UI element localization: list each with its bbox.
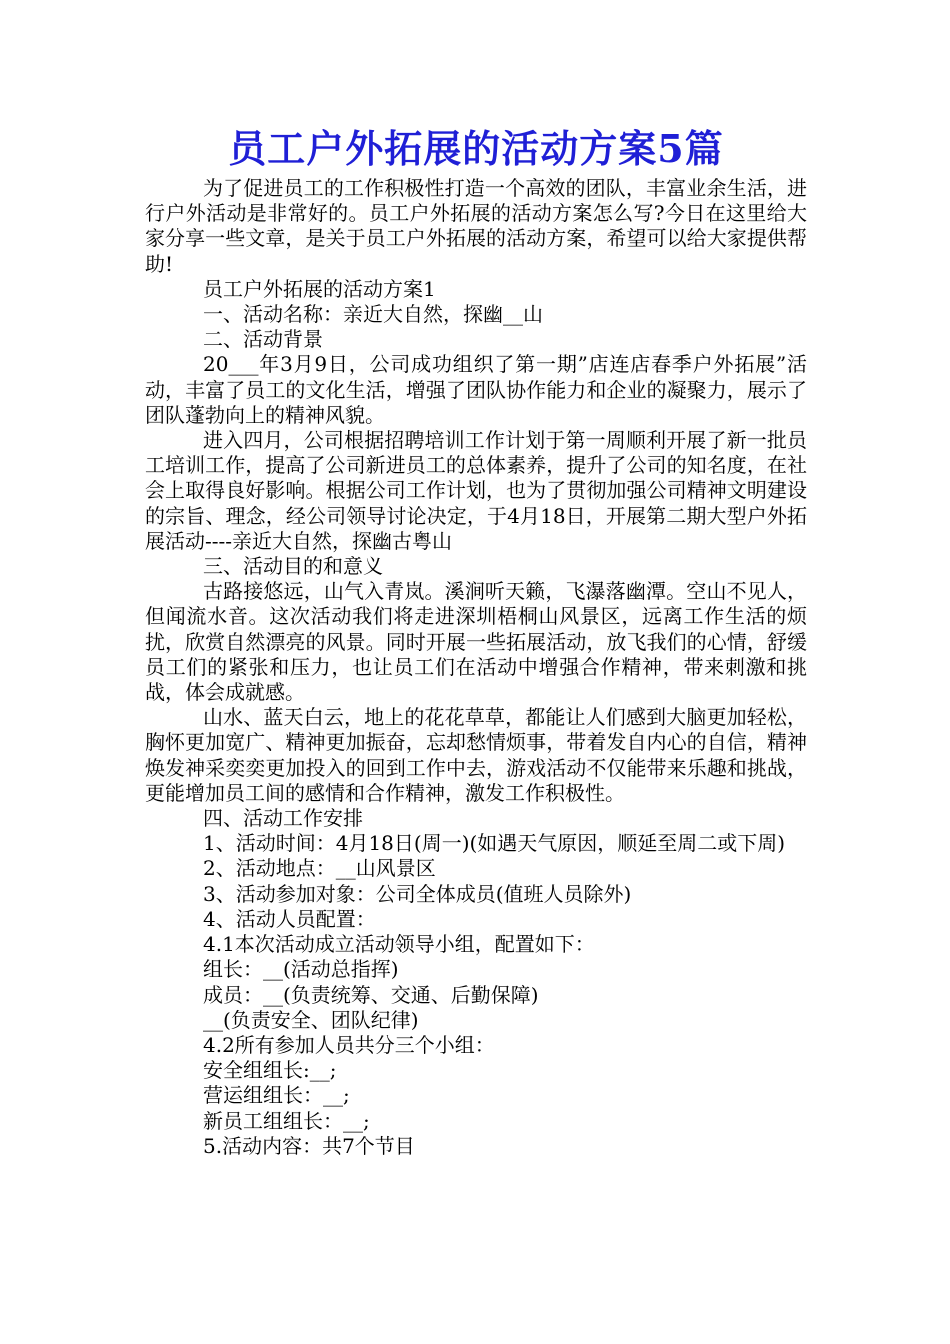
paragraph-section-3: 三、活动目的和意义 [203, 554, 383, 579]
paragraph-background-1: 20___年3月9日，公司成功组织了第一期”店连店春季户外拓展”活动，丰富了员工的文化生活，增强了团队协作能力和企业的凝聚力，展示了团队蓬勃向上的精神风貌。 [145, 352, 807, 427]
paragraph-operations-group: 营运组组长：__; [203, 1083, 350, 1108]
paragraph-section-4: 四、活动工作安排 [203, 806, 363, 831]
paragraph-purpose-2: 山水、蓝天白云，地上的花花草草，都能让人们感到大脑更加轻松，胸怀更加宽广、精神更加振奋，忘却愁情烦事，带着发自内心的自信，精神焕发神采奕奕更加投入的回到工作中去，游戏活动不仅能带来乐趣和挑战，更能增加员工间的感情和合作精神，激发工作积极性。 [145, 705, 807, 805]
document-page [145, 124, 807, 1159]
paragraph-intro: 为了促进员工的工作积极性打造一个高效的团队，丰富业余生活，进行户外活动是非常好的。员工户外拓展的活动方案怎么写?今日在这里给大家分享一些文章，是关于员工户外拓展的活动方案，希望可以给大家提供帮助! [145, 176, 807, 276]
paragraph-members: 成员：__(负责统筹、交通、后勤保障) [203, 982, 539, 1007]
paragraph-staffing: 4、活动人员配置： [203, 906, 376, 931]
paragraph-section-2: 二、活动背景 [203, 327, 323, 352]
paragraph-leader: 组长：__(活动总指挥) [203, 957, 399, 982]
document-title: 员工户外拓展的活动方案5篇 [228, 126, 724, 171]
paragraph-staffing-4-1: 4.1本次活动成立活动领导小组，配置如下： [203, 932, 595, 957]
paragraph-staffing-4-2: 4.2所有参加人员共分三个小组： [203, 1032, 495, 1057]
paragraph-section-1: 一、活动名称：亲近大自然，探幽__山 [203, 302, 543, 327]
paragraph-time: 1、活动时间：4月18日(周一)(如遇天气原因，顺延至周二或下周) [203, 831, 786, 856]
paragraph-plan-heading: 员工户外拓展的活动方案1 [203, 276, 436, 301]
paragraph-safety-group: 安全组组长:__; [203, 1058, 337, 1083]
paragraph-background-2: 进入四月，公司根据招聘培训工作计划于第一周顺利开展了新一批员工培训工作，提高了公司新进员工的总体素养，提升了公司的知名度，在社会上取得良好影响。根据公司工作计划，也为了贯彻加强公司精神文明建设的宗旨、理念，经公司领导讨论决定，于4月18日，开展第二期大型户外拓展活动----亲近大自然，探幽古粤山 [145, 428, 807, 553]
paragraph-safety-duty: __(负责安全、团队纪律) [203, 1007, 419, 1032]
paragraph-purpose-1: 古路接悠远，山气入青岚。溪涧听天籁，飞瀑落幽潭。空山不见人，但闻流水音。这次活动我们将走进深圳梧桐山风景区，远离工作生活的烦扰，欣赏自然漂亮的风景。同时开展一些拓展活动，放飞我们的心情，舒缓员工们的紧张和压力，也让员工们在活动中增强合作精神，带来刺激和挑战，体会成就感。 [145, 579, 807, 705]
paragraph-participants: 3、活动参加对象：公司全体成员(值班人员除外) [203, 881, 632, 906]
document-body [145, 176, 807, 1159]
paragraph-new-staff-group: 新员工组组长：__; [203, 1108, 370, 1133]
paragraph-activity-content: 5.活动内容：共7个节目 [203, 1133, 415, 1158]
paragraph-location: 2、活动地点：__山风景区 [203, 856, 436, 881]
